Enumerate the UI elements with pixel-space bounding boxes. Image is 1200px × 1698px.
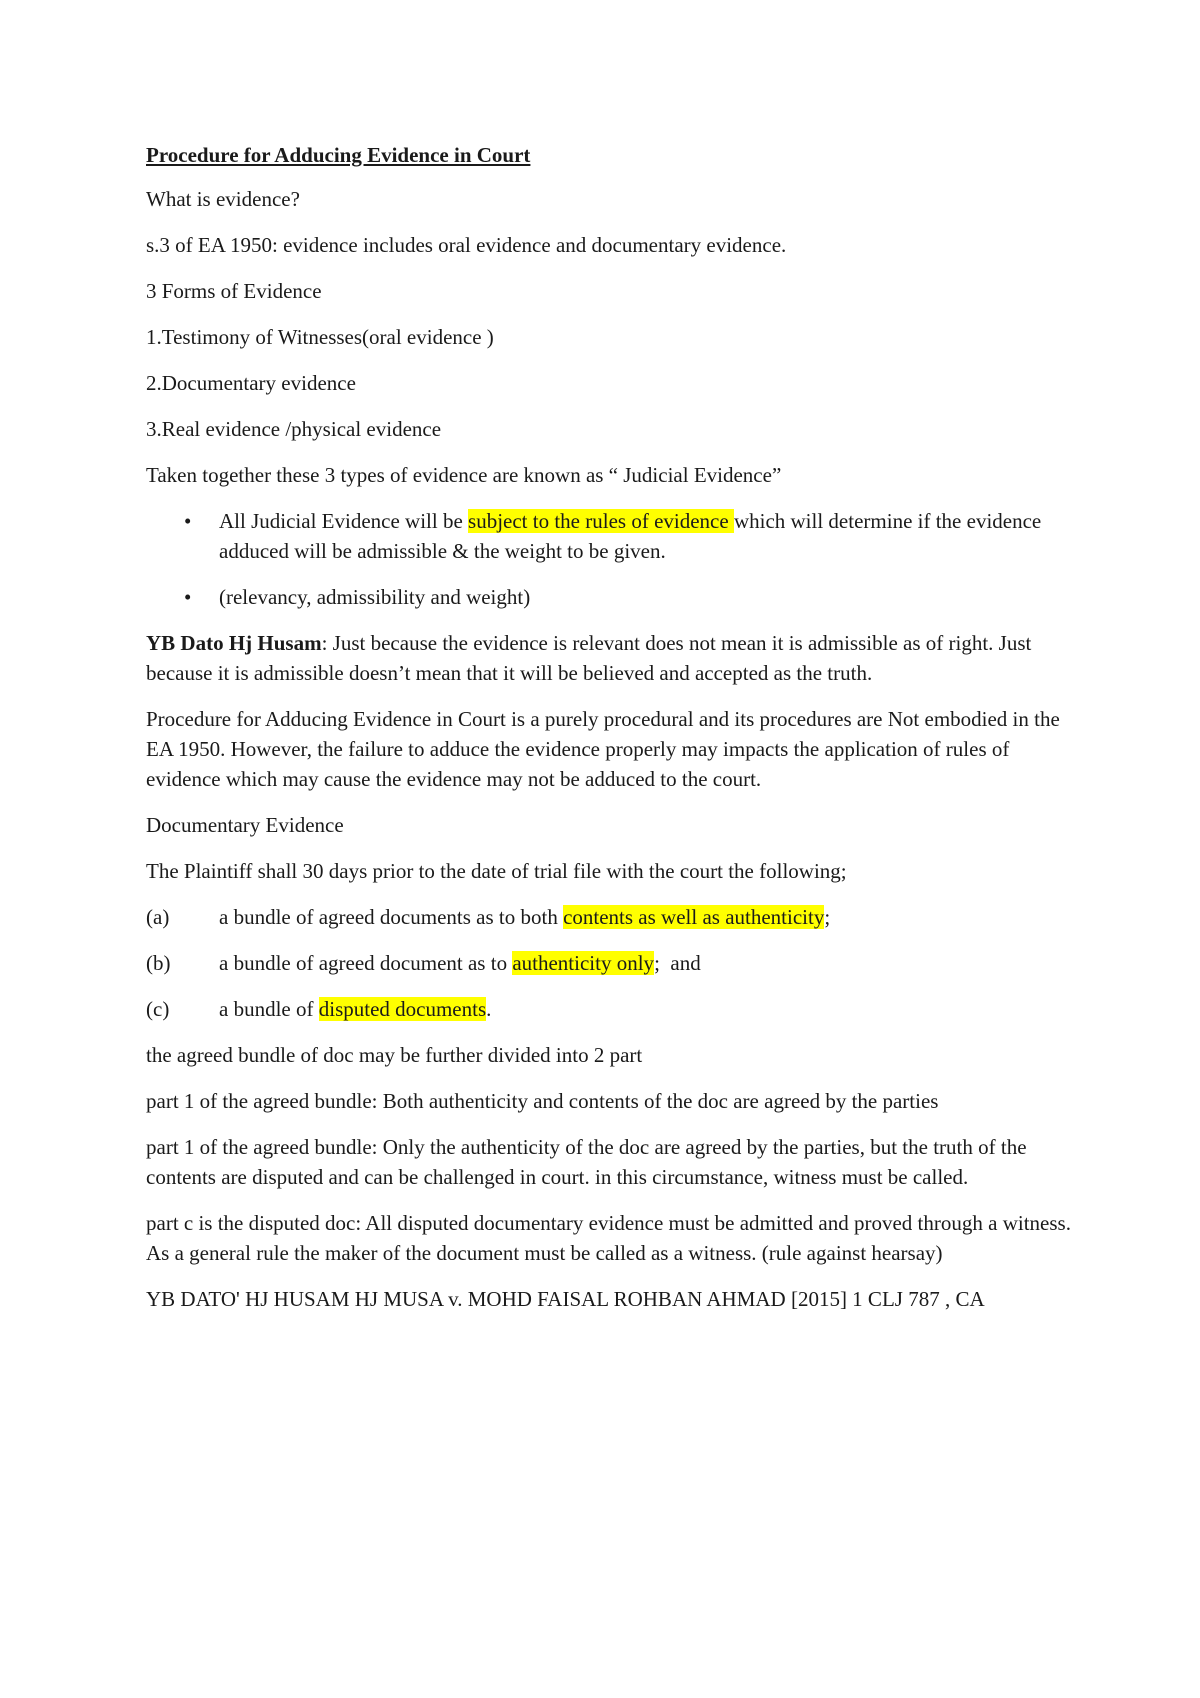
bullet-text-before: All Judicial Evidence will be (219, 509, 469, 533)
husam-quote-para (146, 628, 1076, 688)
section-3-definition: s.3 of EA 1950: evidence includes oral evidence and documentary evidence. (146, 233, 787, 257)
judicial-evidence-para: Taken together these 3 types of evidence are known as “ Judicial Evidence” (146, 463, 782, 487)
enum-text-after: ; and (654, 951, 701, 975)
bullet-icon: • (184, 585, 192, 609)
enum-label: (b) (146, 951, 171, 975)
bullet-list (146, 506, 1076, 612)
agreed-bundle-para: the agreed bundle of doc may be further divided into 2 part (146, 1043, 643, 1067)
enum-label: (c) (146, 997, 170, 1021)
bullet-text-after: which will determine if the evidence adduced will be admissible & the weight to be given. (219, 509, 1042, 563)
enum-text-before: a bundle of (219, 997, 319, 1021)
documentary-evidence-heading: Documentary Evidence (146, 813, 344, 837)
husam-name: YB Dato Hj Husam (146, 631, 322, 655)
part-c-para: part c is the disputed doc: All disputed documentary evidence must be admitted and proved through a witness. As a general rule the maker of the document must be called as a witness. (rule against hearsay) (146, 1211, 1071, 1265)
highlighted-text: authenticity only (512, 951, 655, 975)
document-page (146, 140, 1076, 1330)
husam-quote-text: : Just because the evidence is relevant does not mean it is admissible as of right. Just because it is admissible doesn’t mean that it will be believed and accepted as the truth. (146, 631, 1032, 685)
enum-item-a (146, 902, 1076, 932)
procedure-para: Procedure for Adducing Evidence in Court is a purely procedural and its procedures are Not embodied in the EA 1950. However, the failure to adduce the evidence properly may impacts the application of rules of evidence which may cause the evidence may not be adduced to the court. (146, 707, 1060, 791)
enum-label: (a) (146, 905, 170, 929)
bullet-icon: • (184, 509, 192, 533)
document-title: Procedure for Adducing Evidence in Court (146, 143, 531, 167)
case-citation: YB DATO' HJ HUSAM HJ MUSA v. MOHD FAISAL ROHBAN AHMAD [2015] 1 CLJ 787 , CA (146, 1287, 985, 1311)
enum-item-c (146, 994, 1076, 1024)
form-item-3: 3.Real evidence /physical evidence (146, 417, 442, 441)
highlighted-text: contents as well as authenticity (563, 905, 825, 929)
bullet-text: (relevancy, admissibility and weight) (219, 585, 531, 609)
enum-text-after: . (486, 997, 492, 1021)
part-1-authenticity-para: part 1 of the agreed bundle: Only the authenticity of the doc are agreed by the parties, but the truth of the contents are disputed and can be challenged in court. in this circumstance, witness must be called. (146, 1135, 1027, 1189)
plaintiff-para: The Plaintiff shall 30 days prior to the date of trial file with the court the following; (146, 859, 847, 883)
forms-heading: 3 Forms of Evidence (146, 279, 322, 303)
question-what-is-evidence: What is evidence? (146, 187, 300, 211)
form-item-1: 1.Testimony of Witnesses(oral evidence ) (146, 325, 494, 349)
highlighted-text: subject to the rules of evidence (468, 509, 734, 533)
bullet-item (146, 582, 1076, 612)
part-1-both-para: part 1 of the agreed bundle: Both authenticity and contents of the doc are agreed by the parties (146, 1089, 939, 1113)
enum-text-after: ; (824, 905, 831, 929)
bullet-item (146, 506, 1076, 566)
enum-text-before: a bundle of agreed documents as to both (219, 905, 564, 929)
highlighted-text: disputed documents (318, 997, 487, 1021)
enum-item-b (146, 948, 1076, 978)
enum-text-before: a bundle of agreed document as to (219, 951, 513, 975)
form-item-2: 2.Documentary evidence (146, 371, 356, 395)
